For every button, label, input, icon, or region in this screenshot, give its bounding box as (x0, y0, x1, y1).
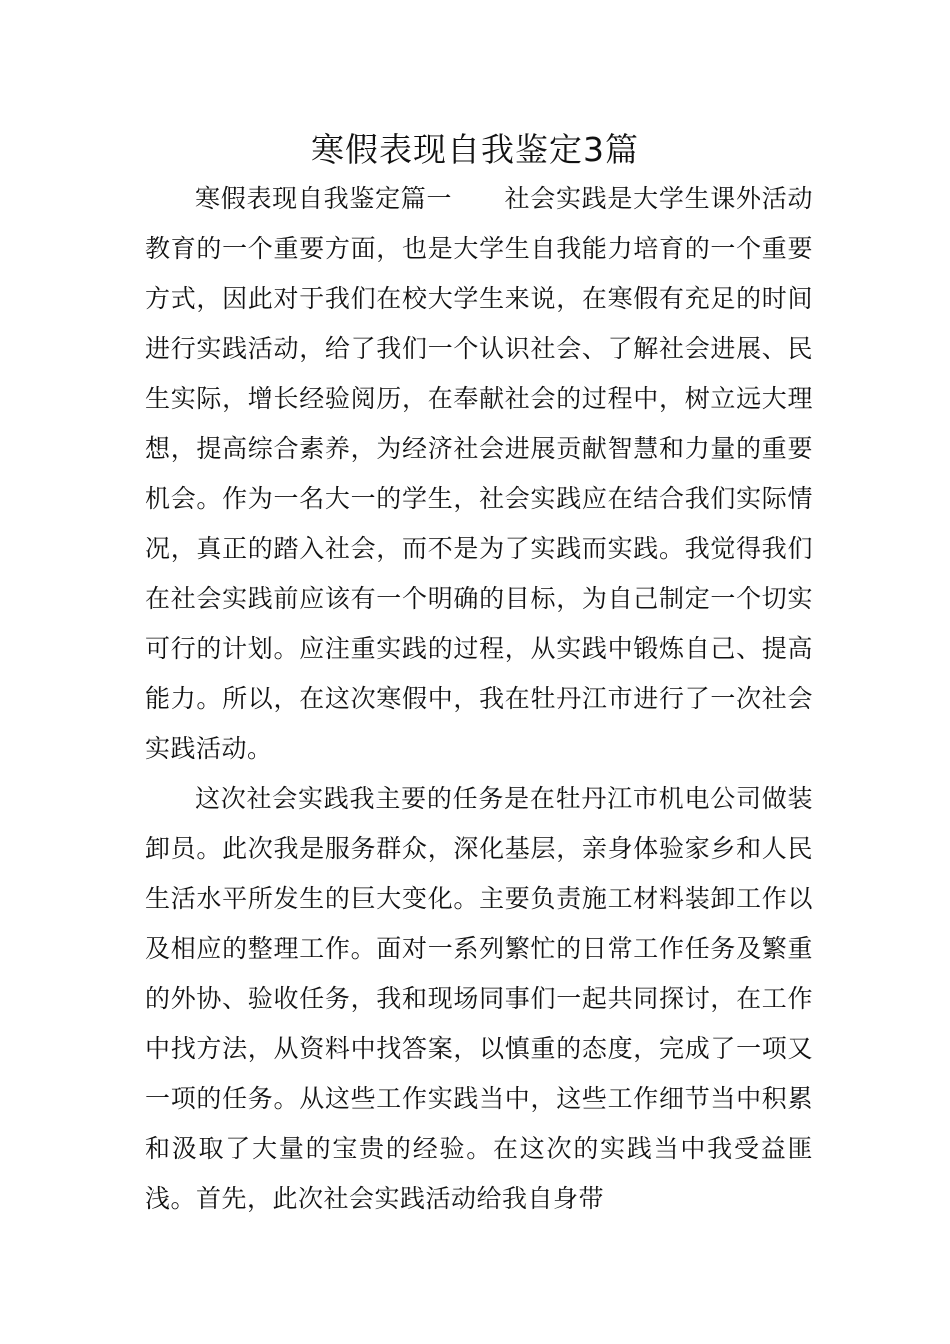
document-body (145, 174, 813, 1224)
paragraph-1 (145, 174, 813, 774)
document-title: 寒假表现自我鉴定3篇 (311, 130, 639, 169)
section-heading: 寒假表现自我鉴定篇一 (195, 184, 453, 213)
paragraph-2: 这次社会实践我主要的任务是在牡丹江市机电公司做装卸员。此次我是服务群众，深化基层，亲身体验家乡和人民生活水平所发生的巨大变化。主要负责施工材料装卸工作以及相应的整理工作。面对一系列繁忙的日常工作任务及繁重的外协、验收任务，我和现场同事们一起共同探讨，在工作中找方法，从资料中找答案，以慎重的态度，完成了一项又一项的任务。从这些工作实践当中，这些工作细节当中积累和汲取了大量的宝贵的经验。在这次的实践当中我受益匪浅。首先，此次社会实践活动给我自身带 (145, 784, 813, 1213)
paragraph-1-text: 社会实践是大学生课外活动教育的一个重要方面，也是大学生自我能力培育的一个重要方式，因此对于我们在校大学生来说，在寒假有充足的时间进行实践活动，给了我们一个认识社会、了解社会进展、民生实际，增长经验阅历，在奉献社会的过程中，树立远大理想，提高综合素养，为经济社会进展贡献智慧和力量的重要机会。作为一名大一的学生，社会实践应在结合我们实际情况，真正的踏入社会，而不是为了实践而实践。我觉得我们在社会实践前应该有一个明确的目标，为自己制定一个切实可行的计划。应注重实践的过程，从实践中锻炼自己、提高能力。所以，在这次寒假中，我在牡丹江市进行了一次社会实践活动。 (145, 184, 813, 763)
